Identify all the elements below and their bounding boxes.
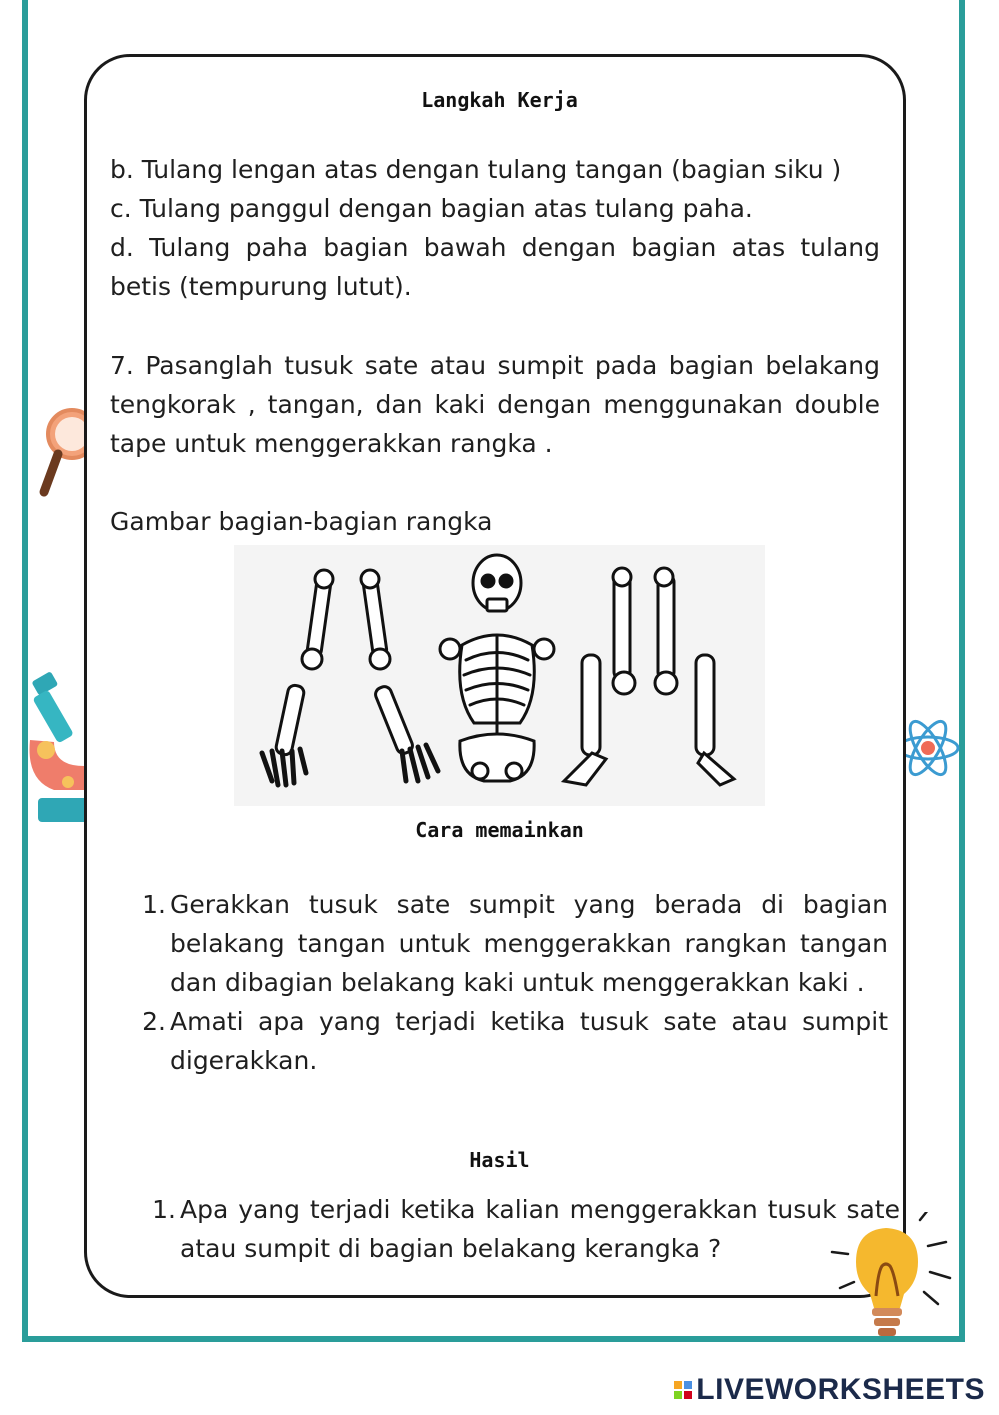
logo-mark-icon (674, 1381, 692, 1399)
list-item (114, 1002, 888, 1080)
langkah-kerja-heading: Langkah Kerja (421, 88, 578, 112)
hasil-list (124, 1190, 900, 1268)
cara-list (114, 885, 888, 1080)
list-number: 1. (142, 890, 166, 919)
list-number: 1. (152, 1195, 176, 1224)
microscope-icon (24, 670, 88, 830)
list-item (114, 885, 888, 1002)
magnifier-icon (30, 404, 90, 504)
list-text: Apa yang terjadi ketika kalian menggerakkan tusuk sate atau sumpit di bagian belakang kerangka ? (180, 1195, 900, 1263)
liveworksheets-logo (674, 1373, 985, 1407)
atom-icon (900, 708, 966, 788)
list-number: 2. (142, 1007, 166, 1036)
step-c-text: c. Tulang panggul dengan bagian atas tulang paha. (110, 194, 753, 223)
step-7-text: 7. Pasanglah tusuk sate atau sumpit pada bagian belakang tengkorak , tangan, dan kaki dengan menggunakan double tape untuk menggerakkan rangka . (110, 351, 880, 458)
lightbulb-icon (826, 1212, 954, 1346)
list-text: Amati apa yang terjadi ketika tusuk sate atau sumpit digerakkan. (170, 1007, 888, 1075)
list-text: Gerakkan tusuk sate sumpit yang berada di bagian belakang tangan untuk menggerakkan rangkan tangan dan dibagian belakang kaki untuk menggerakkan kaki . (170, 890, 888, 997)
cara-memainkan-heading: Cara memainkan (415, 818, 584, 842)
skeleton-illustration (234, 545, 765, 806)
gambar-label: Gambar bagian-bagian rangka (110, 507, 493, 536)
hasil-heading: Hasil (469, 1148, 530, 1172)
step-d-text: d. Tulang paha bagian bawah dengan bagian atas tulang betis (tempurung lutut). (110, 233, 880, 301)
list-item (124, 1190, 900, 1268)
step-b-text: b. Tulang lengan atas dengan tulang tangan (bagian siku ) (110, 155, 842, 184)
skeleton-parts-image (234, 545, 765, 806)
logo-text: LIVEWORKSHEETS (696, 1373, 985, 1406)
